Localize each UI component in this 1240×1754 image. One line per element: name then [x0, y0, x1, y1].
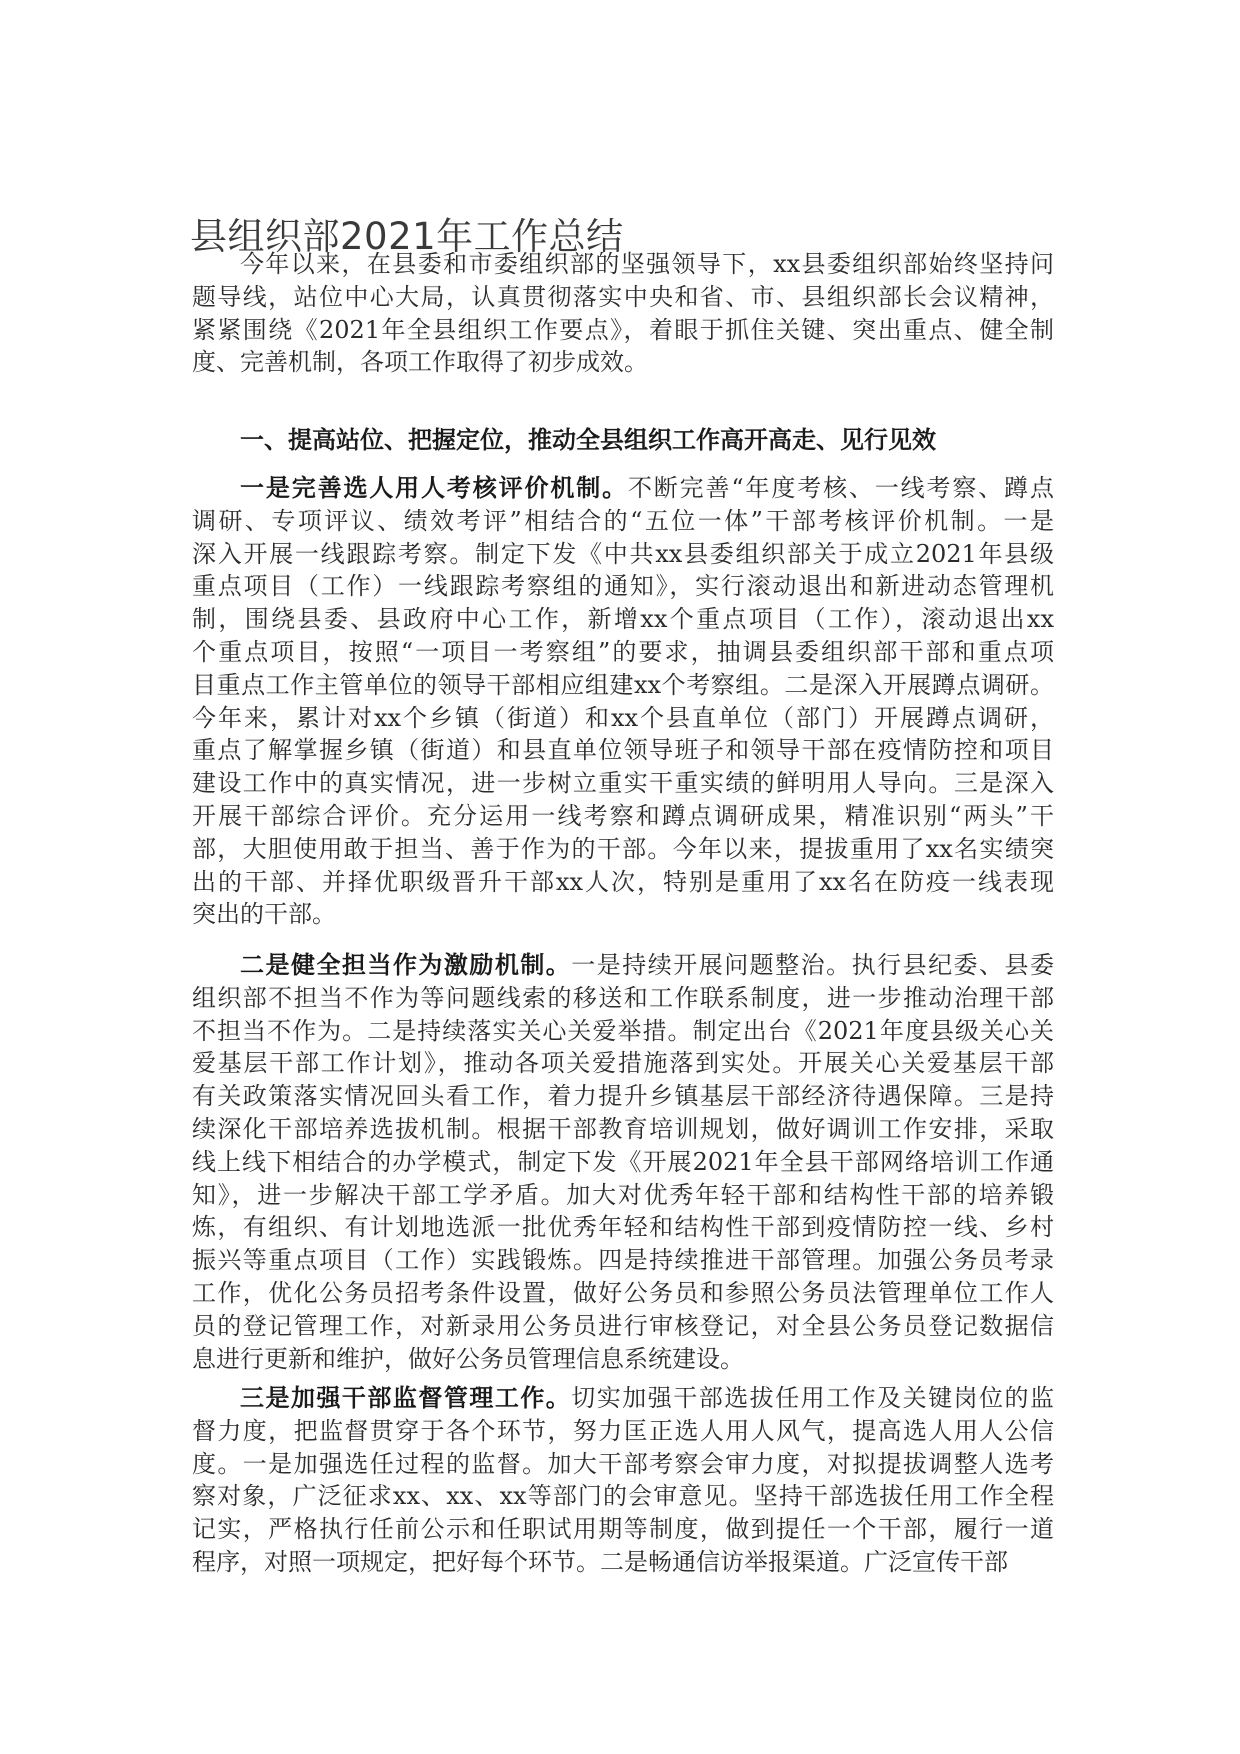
- text-line: 督力度，把监督贯穿于各个环节，努力匡正选人用人风气，提高选人用人公信: [192, 1416, 1054, 1445]
- text-line: 今年来，累计对xx个乡镇（街道）和xx个县直单位（部门）开展蹲点调研，: [192, 703, 1054, 732]
- text-line: 有关政策落实情况回头看工作，着力提升乡镇基层干部经济待遇保障。三是持: [192, 1082, 1054, 1111]
- text-line: 重点了解掌握乡镇（街道）和县直单位领导班子和领导干部在疫情防控和项目: [192, 736, 1054, 765]
- section-heading: 一、提高站位、把握定位，推动全县组织工作高开高走、见行见效: [240, 425, 936, 454]
- text-line: 不担当不作为。二是持续落实关心关爱举措。制定出台《2021年度县级关心关: [192, 1016, 1054, 1045]
- text-line: 出的干部、并择优职级晋升干部xx人次，特别是重用了xx名在防疫一线表现: [192, 867, 1054, 896]
- text-line: 线上线下相结合的办学模式，制定下发《开展2021年全县干部网络培训工作通: [192, 1147, 1054, 1176]
- text-line: 调研、专项评议、绩效考评”相结合的“五位一体”干部考核评价机制。一是: [192, 506, 1054, 535]
- text-line: 息进行更新和维护，做好公务员管理信息系统建设。: [192, 1344, 744, 1373]
- paragraph-incentive-mechanism: [192, 949, 1054, 1375]
- text-line: 题导线，站位中心大局，认真贯彻落实中央和省、市、县组织部长会议精神，: [192, 282, 1054, 311]
- text-line: 突出的干部。: [192, 900, 336, 929]
- paragraph-supervision: [192, 1382, 1054, 1579]
- text-run: 切实加强干部选拔任用工作及关键岗位的监: [571, 1384, 1055, 1412]
- text-line: 制，围绕县委、县政府中心工作，新增xx个重点项目（工作），滚动退出xx: [192, 605, 1054, 634]
- text-line: 度、完善机制，各项工作取得了初步成效。: [192, 348, 648, 377]
- intro-paragraph: [192, 248, 1054, 379]
- text-line: 个重点项目，按照“一项目一考察组”的要求，抽调县委组织部干部和重点项: [192, 637, 1054, 666]
- text-line: 知》，进一步解决干部工学矛盾。加大对优秀年轻干部和结构性干部的培养锻: [192, 1180, 1054, 1209]
- text-line: 察对象，广泛征求xx、xx、xx等部门的会审意见。坚持干部选拔任用工作全程: [192, 1482, 1054, 1511]
- text-line: 爱基层干部工作计划》，推动各项关爱措施落到实处。开展关心关爱基层干部: [192, 1049, 1054, 1078]
- section-heading-container: [192, 424, 1054, 457]
- text-line: 开展干部综合评价。充分运用一线考察和蹲点调研成果，精准识别“两头”干: [192, 801, 1054, 830]
- text-line: 记实，严格执行任前公示和任职试用期等制度，做到提任一个干部，履行一道: [192, 1515, 1054, 1544]
- text-line: 紧紧围绕《2021年全县组织工作要点》，着眼于抓住关键、突出重点、健全制: [192, 315, 1054, 344]
- text-line: 重点项目（工作）一线跟踪考察组的通知》，实行滚动退出和新进动态管理机: [192, 572, 1054, 601]
- paragraph-lead: 一是完善选人用人考核评价机制。: [240, 473, 628, 502]
- text-line: 建设工作中的真实情况，进一步树立重实干重实绩的鲜明用人导向。三是深入: [192, 769, 1054, 798]
- text-line: 工作，优化公务员招考条件设置，做好公务员和参照公务员法管理单位工作人: [192, 1278, 1054, 1307]
- text-line: 组织部不担当不作为等问题线索的移送和工作联系制度，进一步推动治理干部: [192, 983, 1054, 1012]
- text-line: 炼，有组织、有计划地选派一批优秀年轻和结构性干部到疫情防控一线、乡村: [192, 1213, 1054, 1242]
- text-line: 度。一是加强选任过程的监督。加大干部考察会审力度，对拟提拔调整人选考: [192, 1449, 1054, 1478]
- paragraph-lead: 三是加强干部监督管理工作。: [240, 1383, 572, 1412]
- paragraph-selection-evaluation: [192, 472, 1054, 931]
- text-run: 不断完善“年度考核、一线考察、蹲点: [627, 474, 1054, 502]
- text-line: [192, 472, 1054, 505]
- text-line: 续深化干部培养选拔机制。根据干部教育培训规划，做好调训工作安排，采取: [192, 1114, 1054, 1143]
- document-title: 县组织部2021年工作总结: [190, 215, 624, 258]
- text-run: 一是持续开展问题整治。执行县纪委、县委: [571, 951, 1055, 979]
- text-line: 振兴等重点项目（工作）实践锻炼。四是持续推进干部管理。加强公务员考录: [192, 1246, 1054, 1275]
- text-line: [192, 949, 1054, 982]
- text-line: 深入开展一线跟踪考察。制定下发《中共xx县委组织部关于成立2021年县级: [192, 539, 1054, 568]
- text-line: [192, 1382, 1054, 1415]
- text-line: 员的登记管理工作，对新录用公务员进行审核登记，对全县公务员登记数据信: [192, 1311, 1054, 1340]
- text-line: 目重点工作主管单位的领导干部相应组建xx个考察组。二是深入开展蹲点调研。: [192, 670, 1054, 699]
- text-line: 程序，对照一项规定，把好每个环节。二是畅通信访举报渠道。广泛宣传干部: [192, 1547, 1008, 1576]
- text-line: 今年以来，在县委和市委组织部的坚强领导下，xx县委组织部始终坚持问: [240, 250, 1054, 278]
- text-line: 部，大胆使用敢于担当、善于作为的干部。今年以来，提拔重用了xx名实绩突: [192, 834, 1054, 863]
- paragraph-lead: 二是健全担当作为激励机制。: [240, 950, 572, 979]
